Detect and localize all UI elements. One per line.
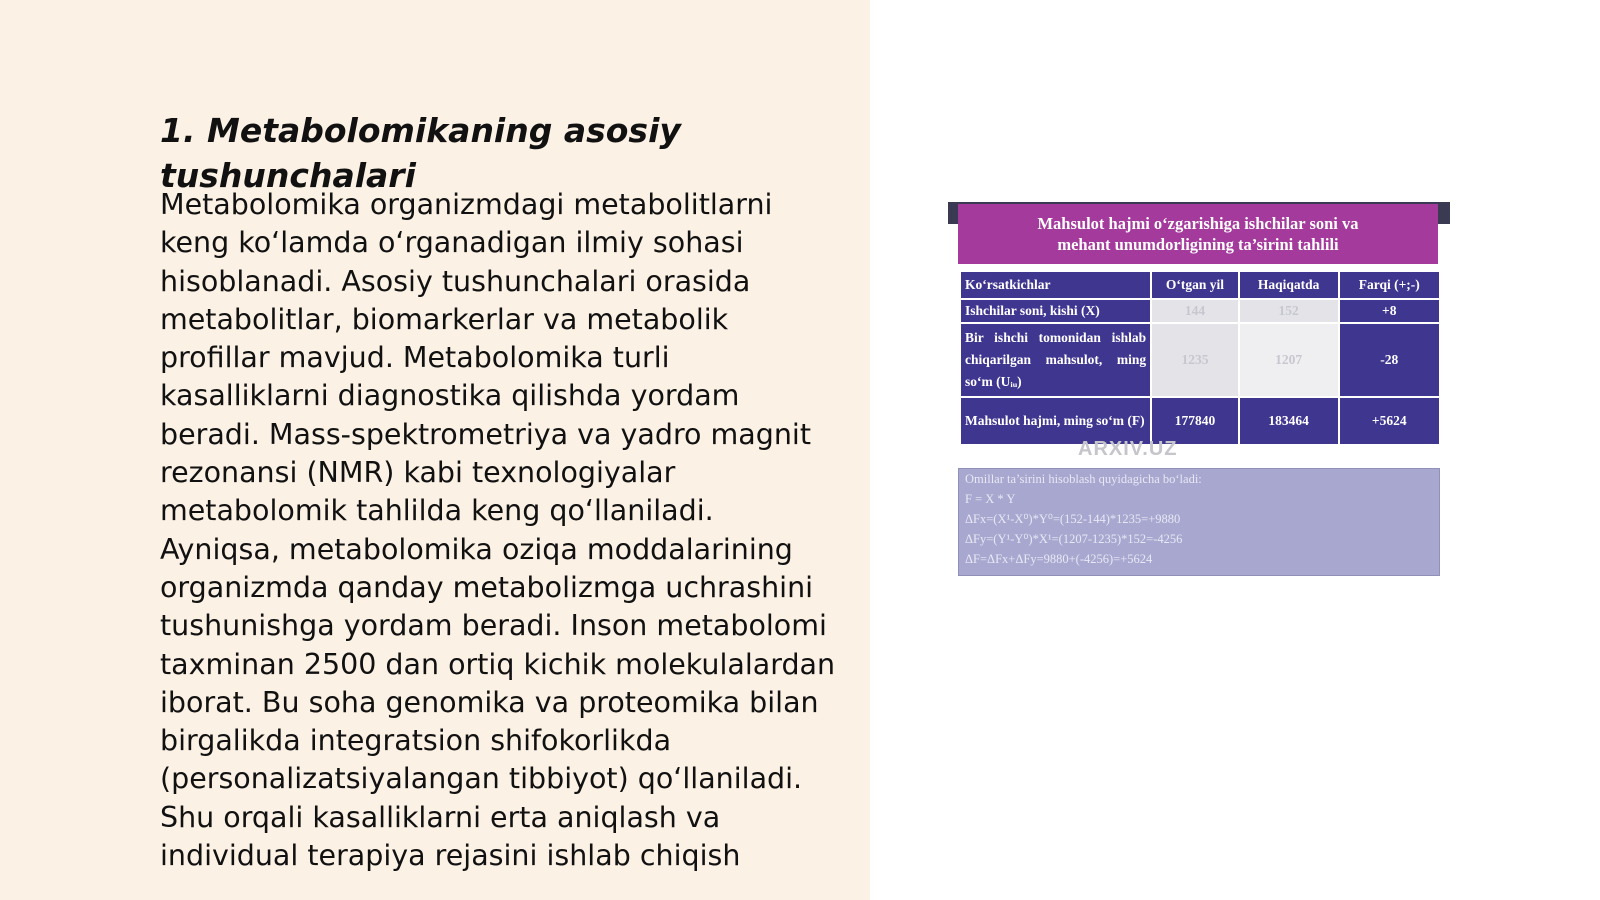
formula-line: ΔFx=(X¹-X⁰)*Y⁰=(152-144)*1235=+9880 (965, 512, 1181, 526)
row-label: Mahsulot hajmi, ming so‘m (F) (960, 397, 1151, 445)
formula-line: ΔFy=(Y¹-Y⁰)*X¹=(1207-1235)*152=-4256 (965, 532, 1183, 546)
analysis-table-image (948, 198, 1450, 578)
image-header (958, 204, 1438, 264)
table-row (960, 397, 1440, 445)
analysis-table (959, 270, 1441, 446)
slide-body-text: Metabolomika organizmdagi metabolitlarni keng ko‘lamda o‘rganadigan ilmiy sohasi hisoblanadi. Asosiy tushunchalari orasida metabolitlar, biomarkerlar va metabolik profillar mavjud. Metabolomika turli kasalliklarni diagnostika qilishda yordam beradi. Mass-spektrometriya va yadro magnit rezonansi (NMR) kabi texnologiyalar metabolomik tahlilda keng qo‘llaniladi. Ayniqsa, metabolomika oziqa moddalarining organizmda qanday metabolizmga uchrashini tushunishga yordam beradi. Inson metabolomi taxminan 2500 dan ortiq kichik molekulalardan iborat. Bu soha genomika va proteomika bilan birgalikda integratsion shifokorlikda (personalizatsiyalangan tibbiyot) qo‘llaniladi. Shu orqali kasalliklarni erta aniqlash va individual terapiya rejasini ishlab chiqish (160, 188, 836, 873)
actual-value: 183464 (1239, 397, 1339, 445)
column-header: Farqi (+;-) (1339, 271, 1441, 299)
prev-year-value: 177840 (1151, 397, 1239, 445)
prev-year-value: 144 (1151, 299, 1239, 323)
image-header-line-2: mehant unumdorligining ta’sirini tahlili (1057, 235, 1339, 254)
actual-value: 152 (1239, 299, 1339, 323)
column-header: Ko‘rsatkichlar (960, 271, 1151, 299)
formula-line: F = X * Y (965, 492, 1016, 506)
actual-value: 1207 (1239, 323, 1339, 397)
difference-value: +5624 (1339, 397, 1441, 445)
difference-value: -28 (1339, 323, 1441, 397)
table-row (960, 299, 1440, 323)
formula-box (958, 468, 1440, 576)
slide-title: 1. Metabolomikaning asosiy tushunchalari (160, 111, 681, 195)
formula-line: Omillar ta’sirini hisoblash quyidagicha bo‘ladi: (965, 472, 1202, 486)
watermark: ARXIV.UZ (1078, 438, 1178, 460)
image-header-line-1: Mahsulot hajmi o‘zgarishiga ishchilar soni va (1037, 214, 1359, 233)
row-label: Ishchilar soni, kishi (X) (960, 299, 1151, 323)
column-header: O‘tgan yil (1151, 271, 1239, 299)
formula-line: ΔF=ΔFx+ΔFy=9880+(-4256)=+5624 (965, 552, 1153, 566)
prev-year-value: 1235 (1151, 323, 1239, 397)
table-row (960, 323, 1440, 397)
row-label: Bir ishchi tomonidan ishlab chiqarilgan mahsulot, ming so‘m (Uᵢᵤ) (960, 323, 1151, 397)
difference-value: +8 (1339, 299, 1441, 323)
column-header: Haqiqatda (1239, 271, 1339, 299)
table-header-row (960, 271, 1440, 299)
